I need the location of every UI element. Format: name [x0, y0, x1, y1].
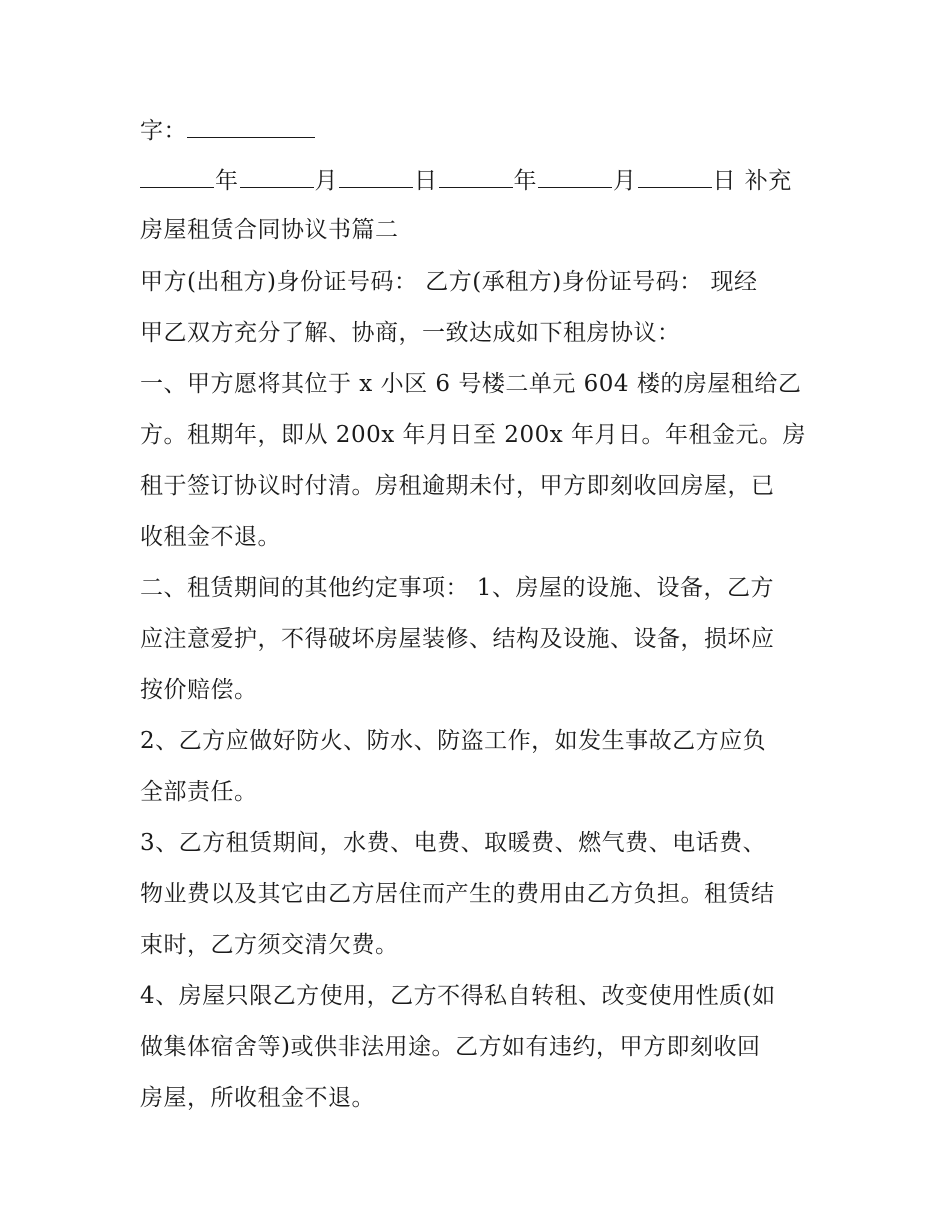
- date-year-label: 年: [215, 168, 239, 194]
- date-year-label: 年: [513, 168, 537, 194]
- date-day-label: 日: [712, 168, 736, 194]
- paragraph-line: 做集体宿舍等)或供非法用途。乙方如有违约，甲方即刻收回: [140, 1034, 761, 1060]
- paragraph-line: 4、房屋只限乙方使用，乙方不得私自转租、改变使用性质(如: [140, 983, 776, 1009]
- signature-line: [140, 115, 315, 146]
- date-blank: [240, 165, 314, 188]
- paragraph-line: 束时，乙方须交清欠费。: [140, 932, 399, 958]
- date-day-label: 日: [414, 168, 438, 194]
- paragraph-line: 2、乙方应做好防火、防水、防盗工作，如发生事故乙方应负: [140, 728, 767, 754]
- date-blank: [339, 165, 413, 188]
- date-month-label: 月: [314, 168, 338, 194]
- paragraph-line: 房屋，所收租金不退。: [140, 1085, 375, 1111]
- paragraph-line: 甲方(出租方)身份证号码： 乙方(承租方)身份证号码： 现经: [140, 269, 758, 295]
- date-blank: [439, 165, 513, 188]
- date-blank: [638, 165, 712, 188]
- section-title: 房屋租赁合同协议书篇二: [140, 217, 399, 243]
- paragraph-line: 物业费以及其它由乙方居住而产生的费用由乙方负担。租赁结: [140, 881, 775, 907]
- date-tail-text: 补充: [737, 168, 792, 194]
- paragraph-line: 租于签订协议时付清。房租逾期未付，甲方即刻收回房屋，已: [140, 473, 775, 499]
- paragraph-line: 方。租期年，即从 200x 年月日至 200x 年月日。年租金元。房: [140, 422, 806, 448]
- date-blank: [140, 165, 214, 188]
- paragraph-line: 甲乙双方充分了解、协商，一致达成如下租房协议：: [140, 320, 681, 346]
- date-blank: [538, 165, 612, 188]
- paragraph-line: 二、租赁期间的其他约定事项： 1、房屋的设施、设备，乙方: [140, 575, 774, 601]
- paragraph-line: 一、甲方愿将其位于 x 小区 6 号楼二单元 604 楼的房屋租给乙: [140, 371, 802, 397]
- paragraph-line: 收租金不退。: [140, 524, 281, 550]
- paragraph-line: 3、乙方租赁期间，水费、电费、取暖费、燃气费、电话费、: [140, 830, 767, 856]
- paragraph-line: 应注意爱护，不得破坏房屋装修、结构及设施、设备，损坏应: [140, 626, 775, 652]
- paragraph-line: 全部责任。: [140, 779, 258, 805]
- signature-blank: [187, 115, 315, 138]
- date-month-label: 月: [613, 168, 637, 194]
- date-line: [140, 165, 792, 196]
- paragraph-line: 按价赔偿。: [140, 677, 258, 703]
- signature-label: 字：: [140, 118, 187, 144]
